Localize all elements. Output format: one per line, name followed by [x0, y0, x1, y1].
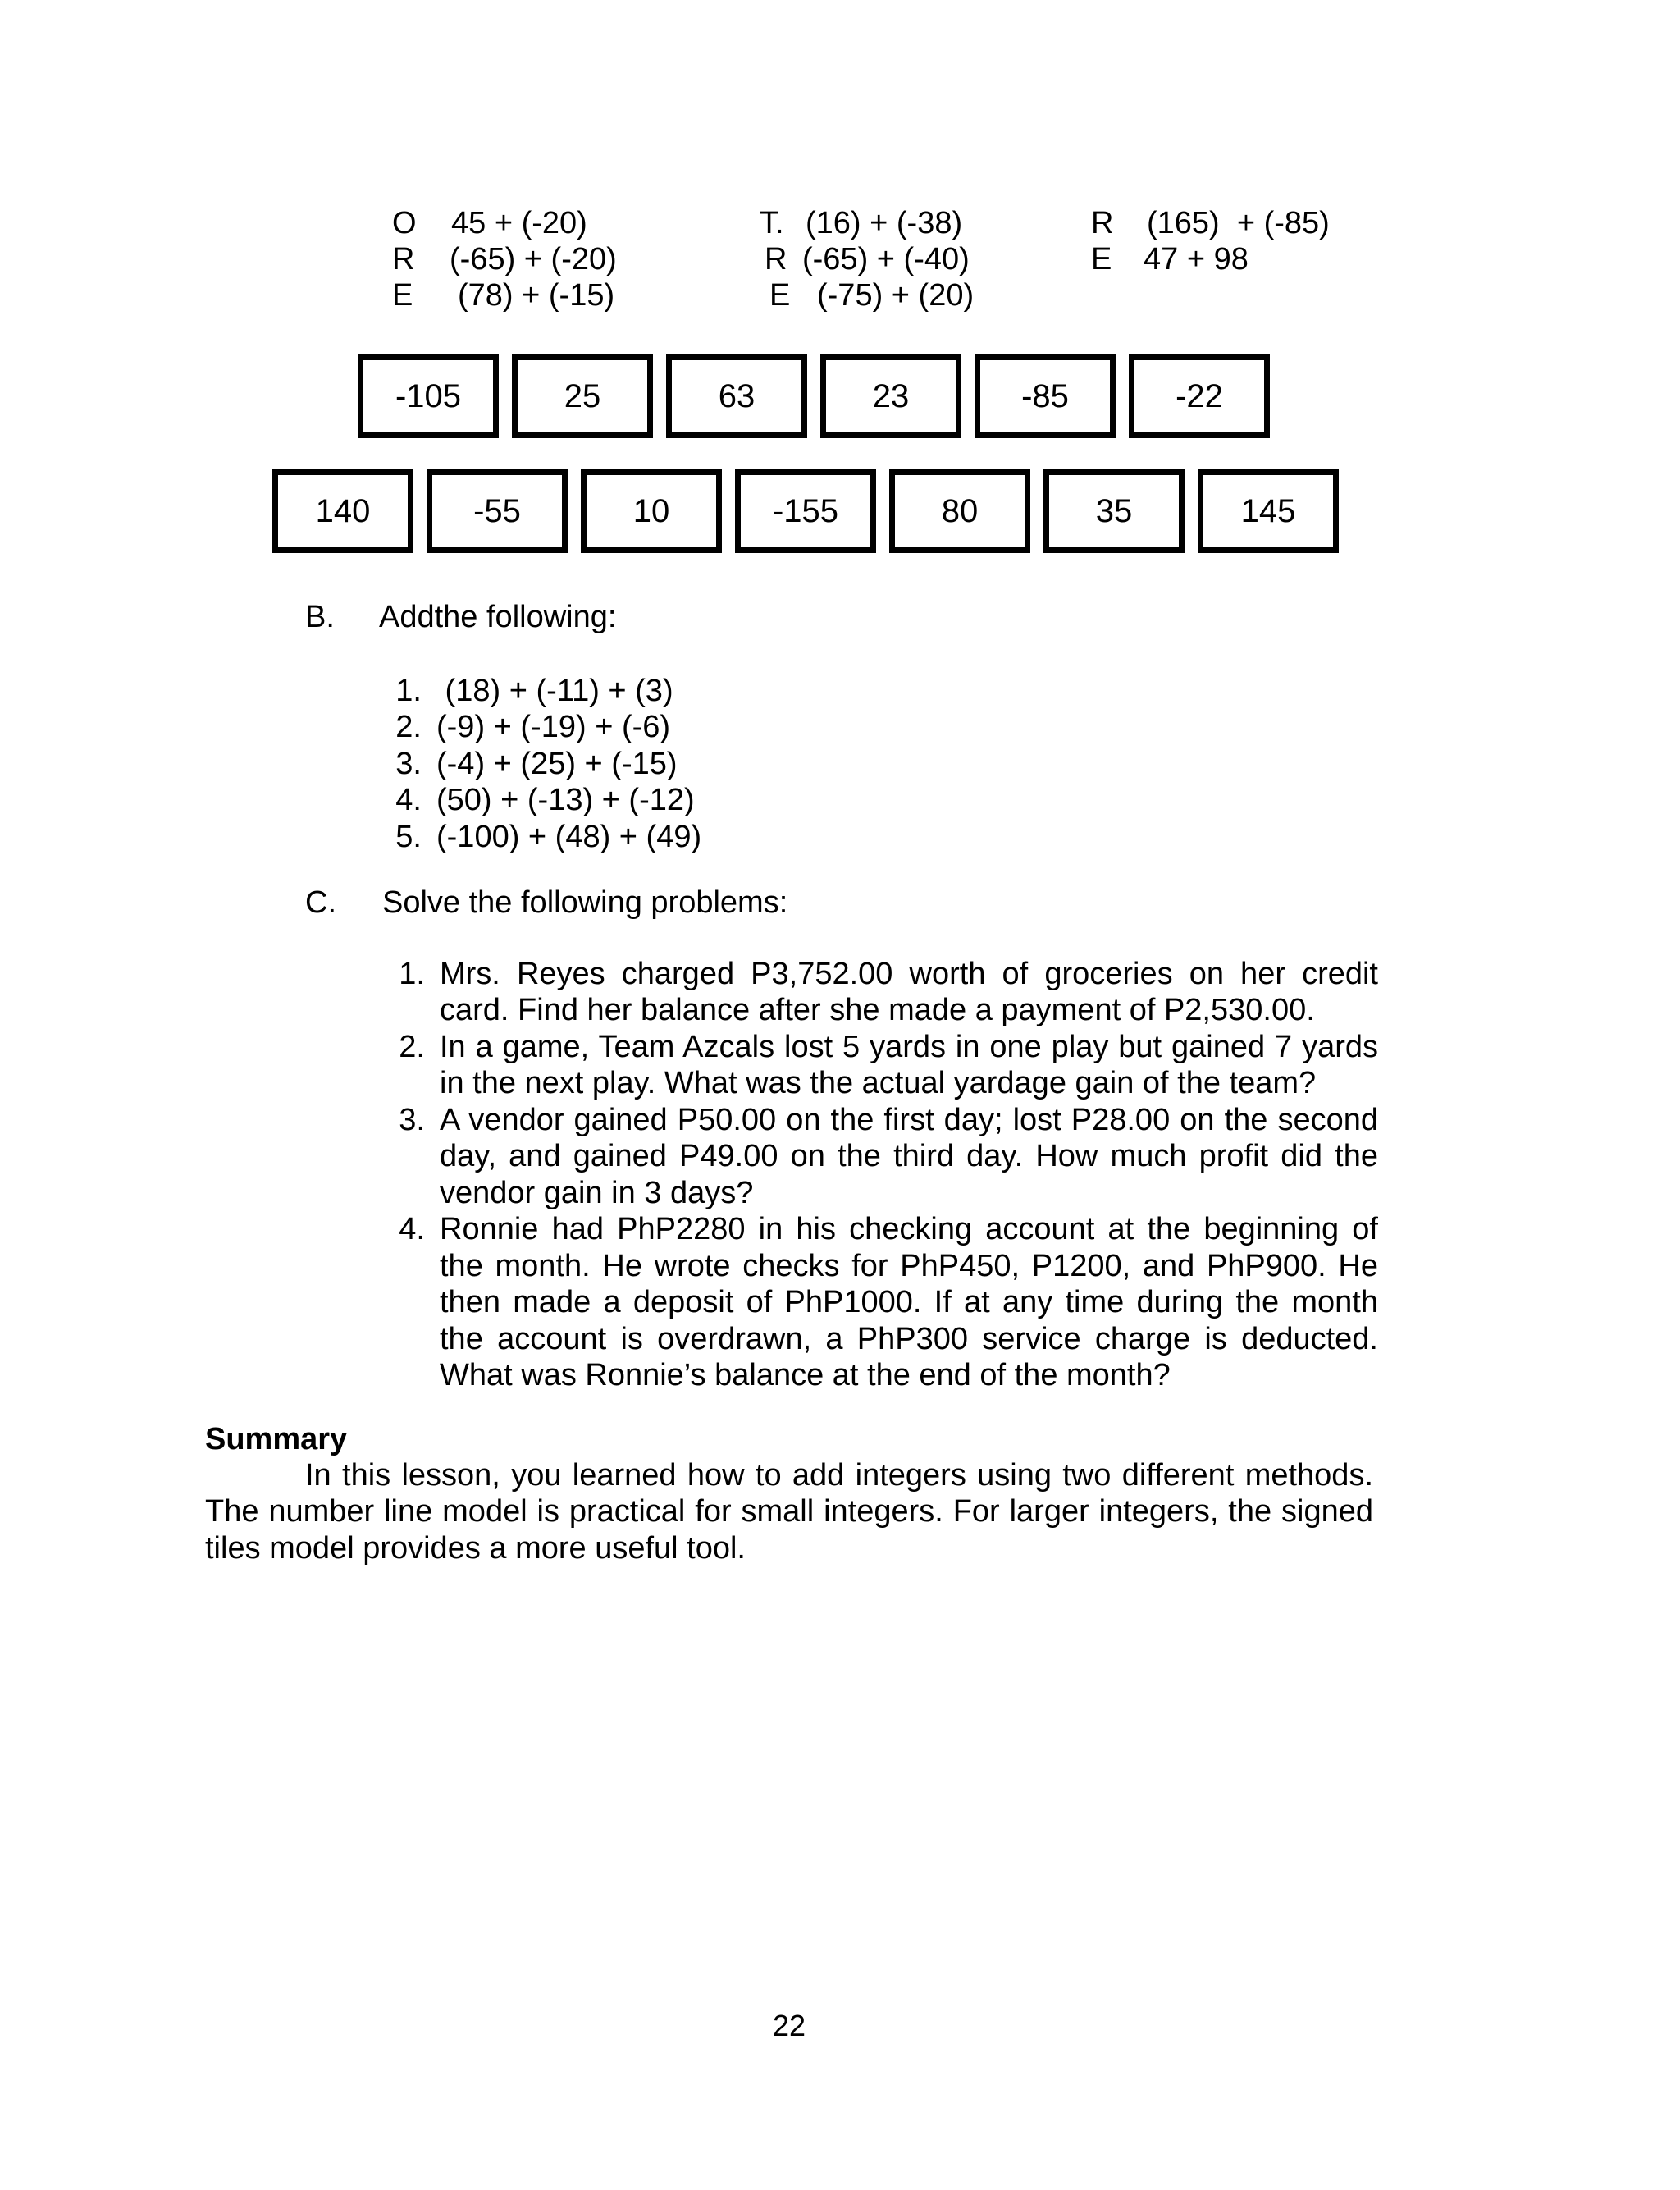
list-item: 4. Ronnie had PhP2280 in his checking account at the beginning of the month. He wrote checks for PhP450, P1200, and PhP900. He then made a deposit of PhP1000. If at any time during the month the account is overdrawn, a PhP300 service charge is deducted. What was Ronnie’s balance at the end of the month?: [399, 1212, 1378, 1392]
list-item: 1. Mrs. Reyes charged P3,752.00 worth of groceries on her credit card. Find her balance after she made a payment of P2,530.00.: [399, 957, 1378, 1028]
answer-tile: 10: [581, 469, 722, 553]
summary-paragraph: In this lesson, you learned how to add integers using two different methods. The number line model is practical for small integers. For larger integers, the signed tiles model provides a more useful tool.: [205, 1458, 1373, 1566]
section-c-letter: C.: [305, 885, 336, 920]
section-b-letter: B.: [305, 600, 335, 634]
summary-title: Summary: [205, 1422, 348, 1456]
answer-tile: -55: [427, 469, 568, 553]
clue-letter: O: [392, 206, 417, 240]
clue-expression: (78) + (-15): [458, 278, 615, 313]
clue-letter: E: [392, 278, 413, 313]
clue-expression: (16) + (-38): [806, 206, 963, 240]
list-item: 3. (-4) + (25) + (-15): [395, 746, 678, 781]
section-b-list: [374, 673, 701, 855]
list-item: 4. (50) + (-13) + (-12): [395, 783, 695, 818]
answer-tile: 140: [272, 469, 413, 553]
section-b-heading: Addthe following:: [379, 600, 617, 634]
clue-expression: (165) + (-85): [1147, 206, 1330, 240]
clue-letter: E: [1091, 242, 1112, 277]
answer-tiles-row-2: [272, 469, 1339, 553]
answer-tile: 35: [1043, 469, 1185, 553]
section-c-list: [377, 956, 1378, 1393]
answer-tile: -155: [735, 469, 876, 553]
clue-expression: (-75) + (20): [817, 278, 975, 313]
answer-tile: 23: [820, 354, 961, 438]
answer-tile: 80: [889, 469, 1030, 553]
list-item: 1. (18) + (-11) + (3): [395, 674, 673, 708]
clue-expression: 45 + (-20): [451, 206, 587, 240]
clue-letter: E: [769, 278, 791, 313]
answer-tile: -85: [975, 354, 1116, 438]
clue-letter: R: [1091, 206, 1114, 240]
list-item: 2. (-9) + (-19) + (-6): [395, 710, 671, 745]
list-item: 2. In a game, Team Azcals lost 5 yards in one play but gained 7 yards in the next play. What was the actual yardage gain of the team?: [399, 1029, 1378, 1101]
list-item: 5. (-100) + (48) + (49): [395, 819, 702, 854]
clue-letter: R: [765, 242, 788, 277]
clue-expression: (-65) + (-40): [802, 242, 970, 277]
answer-tile: 145: [1198, 469, 1339, 553]
page-number: 22: [773, 2009, 806, 2042]
answer-tile: -22: [1129, 354, 1270, 438]
answer-tile: -105: [358, 354, 499, 438]
clue-expression: (-65) + (-20): [450, 242, 617, 277]
clue-expression: 47 + 98: [1144, 242, 1249, 277]
section-c-heading: Solve the following problems:: [382, 885, 788, 920]
clue-letter: T.: [760, 206, 784, 240]
answer-tile: 25: [512, 354, 653, 438]
answer-tile: 63: [666, 354, 807, 438]
answer-tiles-row-1: [358, 354, 1270, 438]
clue-letter: R: [392, 242, 415, 277]
list-item: 3. A vendor gained P50.00 on the first day; lost P28.00 on the second day, and gained P49.00 on the third day. How much profit did the vendor gain in 3 days?: [399, 1102, 1378, 1210]
